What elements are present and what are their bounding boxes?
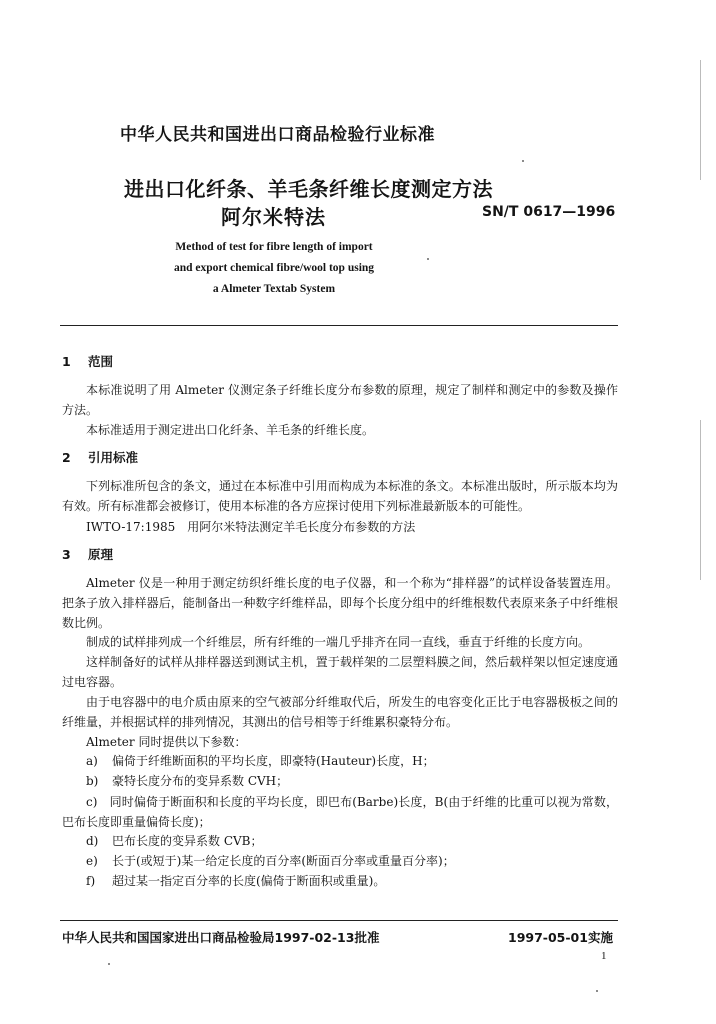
section-number: 1 bbox=[62, 354, 71, 369]
section-3-paragraph-2: 制成的试样排列成一个纤维层，所有纤维的一端几乎排齐在同一直线，垂直于纤维的长度方向。 bbox=[86, 635, 591, 649]
list-item-text: 巴布长度的变异系数 CVB； bbox=[112, 834, 263, 848]
section-3-paragraph-4: 由于电容器中的电介质由原来的空气被部分纤维取代后，所发生的电容变化正比于电容器极板之间的纤维量，并根据试样的排列情况，其测出的信号相等于纤维累积豪特分布。 bbox=[62, 695, 618, 729]
list-item-text: 同时偏倚于断面积和长度的平均长度，即巴布(Barbe)长度，B(由于纤维的比重可以视为常数，巴布长度即重量偏倚长度)； bbox=[62, 795, 618, 829]
scan-speck bbox=[427, 258, 429, 260]
list-item-text: 长于(或短于)某一给定长度的百分率(断面百分率或重量百分率)； bbox=[112, 854, 455, 868]
industry-standard-title: 中华人民共和国进出口商品检验行业标准 bbox=[120, 125, 435, 145]
section-title: 原理 bbox=[88, 547, 114, 562]
list-item bbox=[86, 752, 435, 769]
section-number: 3 bbox=[62, 547, 71, 562]
section-number: 2 bbox=[62, 450, 71, 465]
section-3-heading bbox=[62, 545, 113, 563]
scan-speck bbox=[522, 160, 524, 162]
section-title: 引用标准 bbox=[88, 450, 139, 465]
header-divider bbox=[60, 325, 618, 326]
list-item bbox=[62, 792, 618, 832]
section-3-paragraph-3: 这样制备好的试样从排样器送到测试主机，置于载样架的二层塑料膜之间，然后载样架以恒定速度通过电容器。 bbox=[62, 655, 618, 689]
section-1-heading bbox=[62, 352, 113, 370]
list-item bbox=[86, 832, 262, 849]
page-number: 1 bbox=[601, 950, 607, 962]
section-3-paragraph-1: Almeter 仪是一种用于测定纺织纤维长度的电子仪器，和一个称为“排样器”的试样设备装置连用。把条子放入排样器后，能制备出一种数字纤维样品，即每个长度分组中的纤维根数代表原来条子中纤维根数比例。 bbox=[62, 576, 618, 630]
implementation-date: 1997-05-01实施 bbox=[508, 930, 613, 945]
standard-number: SN/T 0617—1996 bbox=[482, 204, 616, 220]
footer-divider bbox=[60, 920, 618, 921]
list-item-label: c) bbox=[86, 795, 98, 809]
english-title-line-3: a Almeter Textab System bbox=[212, 283, 336, 295]
list-item bbox=[86, 872, 385, 889]
chinese-title-line-2: 阿尔米特法 bbox=[221, 205, 326, 229]
list-item-text: 超过某一指定百分率的长度(偏倚于断面积或重量)。 bbox=[112, 874, 386, 888]
section-1-paragraph-1: 本标准说明了用 Almeter 仪测定条子纤维长度分布参数的原理，规定了制样和测定中的参数及操作方法。 bbox=[62, 383, 618, 417]
scan-edge-mark bbox=[700, 60, 701, 180]
list-item-text: 偏倚于纤维断面积的平均长度，即豪特(Hauteur)长度，H； bbox=[112, 754, 435, 768]
english-title bbox=[158, 237, 390, 300]
list-item-label: a) bbox=[86, 754, 98, 768]
list-item bbox=[86, 772, 288, 789]
section-title: 范围 bbox=[88, 354, 114, 369]
section-2-paragraph-1: 下列标准所包含的条文，通过在本标准中引用而构成为本标准的条文。本标准出版时，所示版本均为有效。所有标准都会被修订，使用本标准的各方应探讨使用下列标准最新版本的可能性。 bbox=[62, 479, 618, 513]
section-3-paragraph-5: Almeter 同时提供以下参数： bbox=[86, 735, 247, 749]
section-2-heading bbox=[62, 448, 138, 466]
list-item bbox=[86, 852, 455, 869]
list-item-label: d) bbox=[86, 834, 99, 848]
scan-edge-mark bbox=[700, 420, 701, 580]
english-title-line-1: Method of test for fibre length of import bbox=[175, 241, 373, 253]
section-2-reference: IWTO-17:1985 用阿尔米特法测定羊毛长度分布参数的方法 bbox=[86, 520, 416, 534]
chinese-title-line-1: 进出口化纤条、羊毛条纤维长度测定方法 bbox=[124, 177, 493, 201]
english-title-line-2: and export chemical fibre/wool top using bbox=[173, 262, 375, 274]
list-item-label: b) bbox=[86, 774, 99, 788]
scan-speck bbox=[596, 990, 598, 992]
scan-speck bbox=[108, 963, 110, 965]
list-item-label: f) bbox=[86, 874, 96, 888]
section-1-paragraph-2: 本标准适用于测定进出口化纤条、羊毛条的纤维长度。 bbox=[86, 423, 375, 437]
list-item-label: e) bbox=[86, 854, 98, 868]
list-item-text: 豪特长度分布的变异系数 CVH； bbox=[112, 774, 289, 788]
approval-line: 中华人民共和国国家进出口商品检验局1997-02-13批准 bbox=[62, 930, 380, 945]
